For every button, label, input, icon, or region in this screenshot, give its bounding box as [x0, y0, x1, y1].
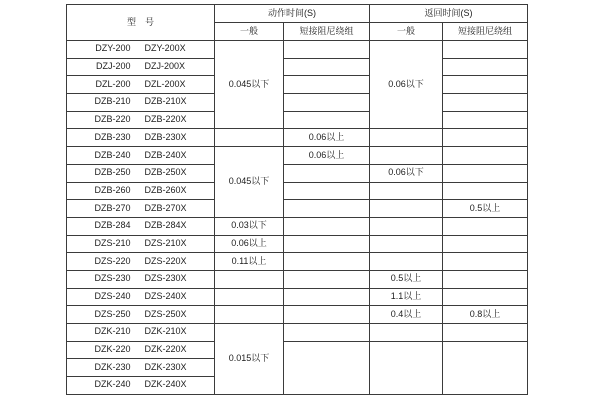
model-cell — [67, 76, 215, 94]
model-name-x: DZB-260X — [144, 184, 187, 195]
cell-action-damping — [284, 288, 370, 306]
cell-return-damping — [443, 270, 528, 288]
model-name-x: DZB-230X — [144, 131, 187, 142]
table-row — [67, 235, 528, 253]
cell-action-general: 0.11以上 — [215, 253, 284, 271]
cell-return-general: 1.1以上 — [370, 288, 443, 306]
model-name-x: DZB-270X — [144, 202, 187, 213]
cell-action-damping — [284, 41, 370, 59]
model-name: DZB-240 — [94, 149, 131, 160]
table-row — [67, 41, 528, 59]
cell-return-general — [370, 341, 443, 394]
cell-return-damping — [443, 94, 528, 112]
header-model: 型 号 — [67, 5, 215, 41]
model-name: DZS-230 — [94, 273, 131, 284]
relay-time-spec-table — [66, 4, 528, 395]
table-row — [67, 182, 528, 200]
model-cell — [67, 58, 215, 76]
model-name-x: DZS-230X — [144, 273, 187, 284]
cell-return-damping: 0.8以上 — [443, 306, 528, 324]
cell-return-general: 0.4以上 — [370, 306, 443, 324]
model-cell — [67, 306, 215, 324]
model-name: DZY-200 — [95, 43, 131, 54]
model-name-x: DZK-240X — [144, 379, 187, 390]
header-action-time: 动作时间(S) — [215, 5, 370, 23]
model-name: DZS-220 — [94, 255, 131, 266]
cell-return-damping — [443, 164, 528, 182]
model-cell — [67, 341, 215, 359]
model-cell — [67, 182, 215, 200]
model-name-x: DZK-210X — [144, 326, 187, 337]
model-cell — [67, 288, 215, 306]
model-name-x: DZJ-200X — [144, 61, 186, 72]
model-name: DZB-250 — [94, 167, 131, 178]
model-cell — [67, 217, 215, 235]
model-name: DZB-220 — [94, 114, 131, 125]
cell-return-general — [370, 182, 443, 200]
table-row — [67, 58, 528, 76]
model-name: DZS-250 — [94, 308, 131, 319]
cell-return-general — [370, 217, 443, 235]
model-name-x: DZS-220X — [144, 255, 187, 266]
model-name: DZL-200 — [95, 78, 131, 89]
cell-return-damping — [443, 76, 528, 94]
cell-return-general: 0.5以上 — [370, 270, 443, 288]
cell-action-damping — [284, 164, 370, 182]
model-name: DZK-230 — [94, 361, 131, 372]
table-row — [67, 129, 528, 147]
table-row — [67, 111, 528, 129]
model-name: DZS-210 — [94, 237, 131, 248]
cell-return-damping — [443, 253, 528, 271]
cell-return-damping — [443, 288, 528, 306]
cell-return-general — [370, 129, 443, 147]
cell-return-general — [370, 235, 443, 253]
model-name: DZK-220 — [94, 344, 131, 355]
cell-return-general: 0.06以下 — [370, 41, 443, 129]
model-cell — [67, 111, 215, 129]
model-name-x: DZB-250X — [144, 167, 187, 178]
cell-return-general — [370, 200, 443, 218]
table-row — [67, 164, 528, 182]
table-row — [67, 270, 528, 288]
cell-return-general — [370, 253, 443, 271]
cell-action-general — [215, 306, 284, 324]
cell-action-damping: 0.06以上 — [284, 147, 370, 165]
model-cell — [67, 200, 215, 218]
cell-return-damping — [443, 341, 528, 394]
model-name-x: DZL-200X — [144, 78, 186, 89]
model-cell — [67, 164, 215, 182]
table-row — [67, 147, 528, 165]
table-row — [67, 76, 528, 94]
table-row — [67, 217, 528, 235]
cell-return-damping — [443, 41, 528, 59]
cell-return-general — [370, 147, 443, 165]
cell-action-general — [215, 129, 284, 147]
table-row — [67, 200, 528, 218]
cell-action-damping — [284, 76, 370, 94]
cell-return-damping — [443, 235, 528, 253]
model-name-x: DZY-200X — [144, 43, 186, 54]
model-cell — [67, 94, 215, 112]
model-name: DZB-210 — [94, 96, 131, 107]
cell-return-damping — [443, 129, 528, 147]
cell-action-general: 0.06以上 — [215, 235, 284, 253]
cell-return-damping — [443, 182, 528, 200]
cell-action-damping — [284, 235, 370, 253]
cell-action-damping — [284, 270, 370, 288]
cell-action-general: 0.045以下 — [215, 41, 284, 129]
model-cell — [67, 41, 215, 59]
cell-return-damping — [443, 111, 528, 129]
model-cell — [67, 147, 215, 165]
cell-action-general: 0.015以下 — [215, 324, 284, 395]
model-cell — [67, 253, 215, 271]
cell-action-damping: 0.06以上 — [284, 129, 370, 147]
model-cell — [67, 324, 215, 342]
model-name-x: DZS-210X — [144, 237, 187, 248]
cell-action-damping — [284, 306, 370, 324]
model-name-x: DZK-220X — [144, 344, 187, 355]
cell-return-damping — [443, 217, 528, 235]
header-row-1 — [67, 5, 528, 23]
table-row — [67, 288, 528, 306]
cell-action-general: 0.045以下 — [215, 147, 284, 218]
model-name: DZS-240 — [94, 291, 131, 302]
model-name-x: DZB-284X — [144, 220, 187, 231]
cell-action-damping — [284, 111, 370, 129]
cell-action-general — [215, 288, 284, 306]
model-name: DZK-210 — [94, 326, 131, 337]
cell-action-damping — [284, 182, 370, 200]
model-cell — [67, 270, 215, 288]
table-row — [67, 324, 528, 342]
cell-action-damping — [284, 94, 370, 112]
cell-action-general: 0.03以下 — [215, 217, 284, 235]
model-name: DZB-284 — [94, 220, 131, 231]
model-name-x: DZB-220X — [144, 114, 187, 125]
model-name: DZB-230 — [94, 131, 131, 142]
header-action-general: 一般 — [215, 23, 284, 41]
header-return-damping: 短接阻尼绕组 — [443, 23, 528, 41]
cell-action-damping — [284, 324, 370, 342]
header-action-damping: 短接阻尼绕组 — [284, 23, 370, 41]
model-name: DZJ-200 — [95, 61, 131, 72]
model-name: DZB-260 — [94, 184, 131, 195]
model-cell — [67, 359, 215, 377]
model-name-x: DZS-250X — [144, 308, 187, 319]
cell-action-damping — [284, 58, 370, 76]
table-row — [67, 253, 528, 271]
model-name: DZB-270 — [94, 202, 131, 213]
cell-return-damping — [443, 324, 528, 342]
header-return-general: 一般 — [370, 23, 443, 41]
model-name-x: DZK-230X — [144, 361, 187, 372]
cell-action-damping — [284, 341, 370, 394]
model-name: DZK-240 — [94, 379, 131, 390]
cell-action-damping — [284, 200, 370, 218]
model-cell — [67, 377, 215, 395]
cell-return-damping: 0.5以上 — [443, 200, 528, 218]
model-name-x: DZB-210X — [144, 96, 187, 107]
model-name-x: DZS-240X — [144, 291, 187, 302]
table-row — [67, 94, 528, 112]
model-cell — [67, 235, 215, 253]
table-row — [67, 341, 528, 359]
header-return-time: 返回时间(S) — [370, 5, 528, 23]
cell-return-general: 0.06以下 — [370, 164, 443, 182]
cell-action-general — [215, 270, 284, 288]
cell-return-general — [370, 324, 443, 342]
cell-return-damping — [443, 58, 528, 76]
cell-action-damping — [284, 217, 370, 235]
cell-action-damping — [284, 253, 370, 271]
table-row — [67, 306, 528, 324]
cell-return-damping — [443, 147, 528, 165]
model-cell — [67, 129, 215, 147]
model-name-x: DZB-240X — [144, 149, 187, 160]
